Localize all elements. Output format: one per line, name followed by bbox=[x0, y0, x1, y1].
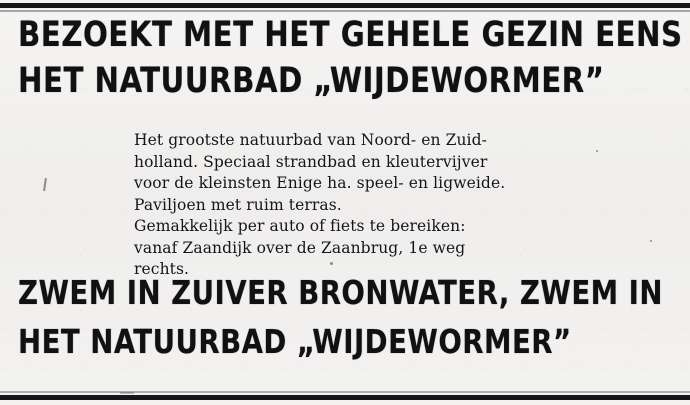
body-line-7: rechts. bbox=[134, 260, 190, 278]
body-line-5: Gemakkelijk per auto of fiets te bereiken: bbox=[134, 217, 466, 235]
scan-artifact-speck bbox=[120, 392, 134, 394]
scan-artifact-speck bbox=[650, 240, 652, 242]
closing-headline-line-1: ZWEM IN ZUIVER BRONWATER, ZWEM IN bbox=[18, 273, 663, 312]
scan-artifact-speck bbox=[43, 178, 47, 191]
body-line-2: holland. Speciaal strandbad en kleutervijver bbox=[134, 152, 488, 171]
body-line-3: voor de kleinsten Enige ha. speel- en ligweide. bbox=[134, 174, 506, 192]
headline-line-1: BEZOEKT MET HET GEHELE GEZIN EENS bbox=[18, 15, 683, 55]
scan-artifact-speck bbox=[596, 150, 598, 152]
closing-headline-line-2: HET NATUURBAD „WIJDEWORMER” bbox=[18, 322, 572, 361]
body-line-4: Paviljoen met ruim terras. bbox=[134, 195, 342, 214]
body-line-6: vanaf Zaandijk over de Zaanbrug, 1e weg bbox=[134, 238, 466, 257]
bottom-border-rule-thin bbox=[0, 391, 690, 393]
bottom-border-rule bbox=[0, 395, 690, 400]
advertisement-body-text bbox=[134, 130, 674, 281]
headline-line-2: HET NATUURBAD „WIJDEWORMER” bbox=[18, 61, 605, 101]
scan-artifact-speck bbox=[330, 262, 333, 265]
top-border-rule-thin bbox=[0, 10, 690, 12]
body-line-1: Het grootste natuurbad van Noord- en Zuid- bbox=[134, 131, 487, 149]
top-border-rule bbox=[0, 3, 690, 8]
